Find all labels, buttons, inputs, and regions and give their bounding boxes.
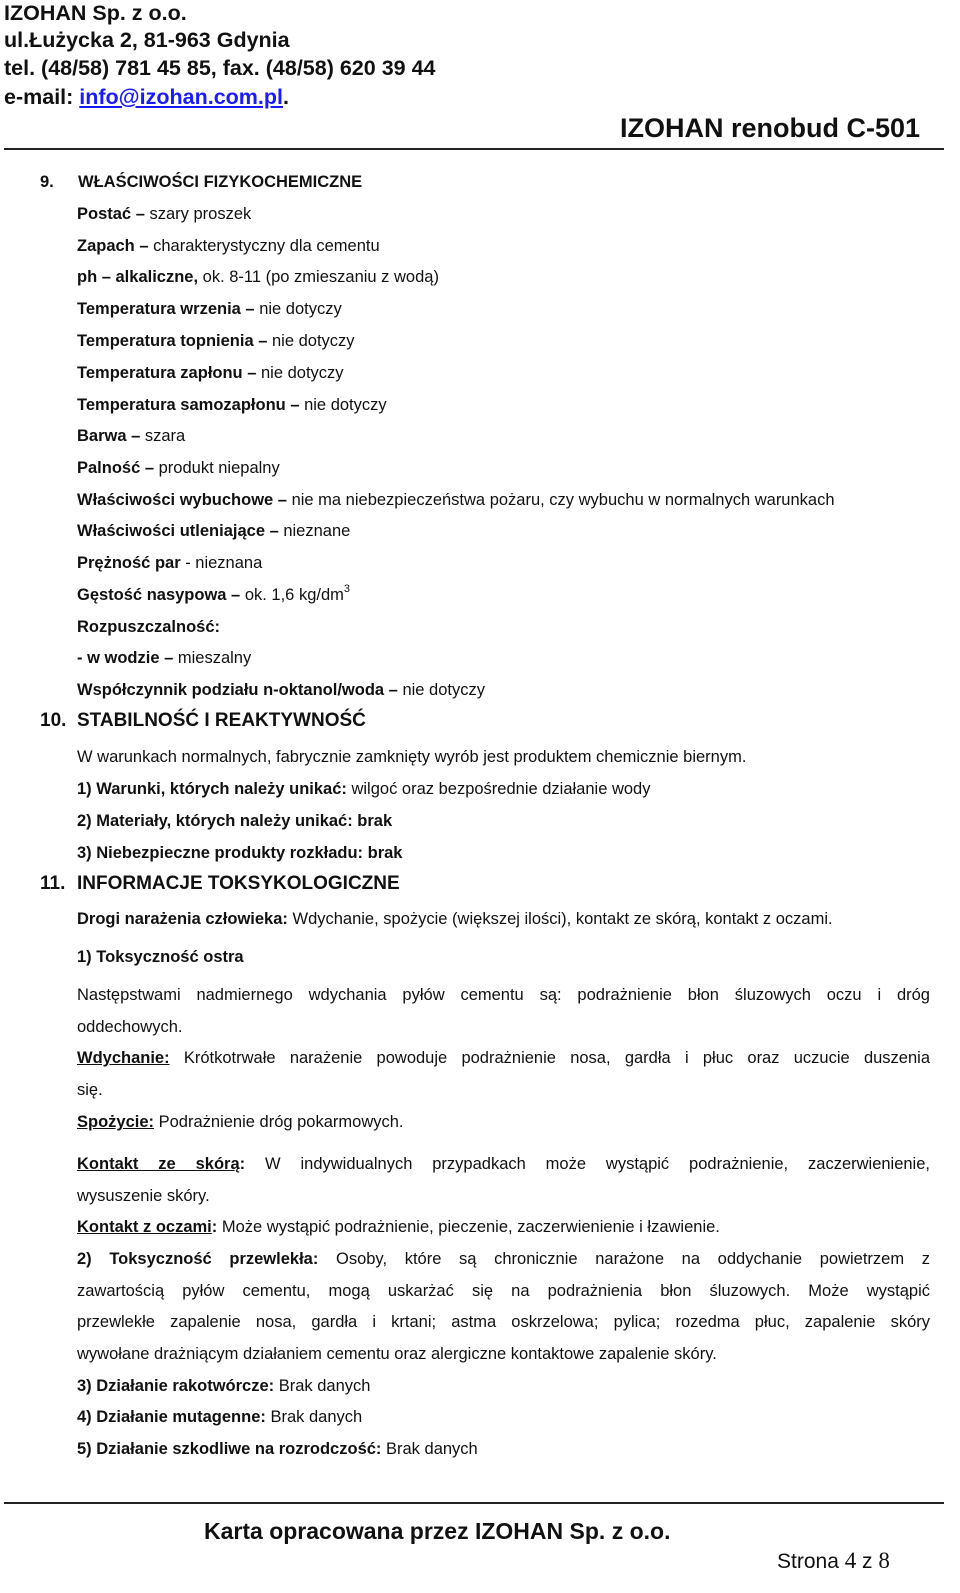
property-value: charakterystyczny dla cementu <box>153 237 380 255</box>
property-line <box>77 680 485 700</box>
property-label: Właściwości utleniające – <box>77 522 284 540</box>
property-label: - w wodzie – <box>77 649 178 667</box>
skin-contact-text: W indywidualnych przypadkach może wystąpić podrażnienie, zaczerwienienie, <box>245 1155 930 1173</box>
property-label: Właściwości wybuchowe – <box>77 491 292 509</box>
property-superscript: 3 <box>343 583 351 595</box>
ingestion-text: Podrażnienie dróg pokarmowych. <box>154 1113 404 1131</box>
property-label: Temperatura samozapłonu – <box>77 396 305 414</box>
company-email-line <box>4 84 289 111</box>
property-line <box>77 458 280 478</box>
section-10-number: 10. <box>40 710 67 731</box>
mutagenicity-value: Brak danych <box>265 1408 363 1426</box>
property-value: nie dotyczy <box>259 300 342 318</box>
exposure-routes-value: Wdychanie, spożycie (większej ilości), kontakt ze skórą, kontakt z oczami. <box>287 910 833 928</box>
acute-toxicity-line-1: Następstwami nadmiernego wdychania pyłów cementu są: podrażnienie błon śluzowych oczu i dróg <box>77 986 930 1004</box>
property-value: ok. 8-11 (po zmieszaniu z wodą) <box>202 268 439 286</box>
property-label: Gęstość nasypowa – <box>77 586 245 604</box>
property-label: Rozpuszczalność: <box>77 618 221 636</box>
property-line <box>77 553 262 573</box>
property-line <box>77 585 350 605</box>
inhalation-text: Krótkotrwałe narażenie powoduje podrażnienie nosa, gardła i płuc oraz uczucie duszenia <box>169 1049 930 1067</box>
property-label: Temperatura wrzenia – <box>77 300 260 318</box>
skin-contact-line-1 <box>77 1154 930 1174</box>
exposure-routes-label: Drogi narażenia człowieka: <box>77 910 288 928</box>
carcinogenicity <box>77 1376 370 1396</box>
materials-to-avoid: 2) Materiały, których należy unikać: brak <box>77 812 393 830</box>
section-10-heading <box>40 710 366 732</box>
property-line <box>77 204 251 224</box>
chronic-label: 2) Toksyczność przewlekła: <box>77 1250 319 1268</box>
chronic-line-3: przewlekłe zapalenie nosa, gardła i krtani; astma oskrzelowa; pylica; rozedma płuc, zapalenie skóry <box>77 1313 930 1331</box>
header-divider <box>4 148 944 150</box>
page-number <box>777 1548 890 1574</box>
chronic-line-1 <box>77 1249 930 1269</box>
property-line <box>77 490 835 510</box>
company-address: ul.Łużycka 2, 81-963 Gdynia <box>4 28 290 52</box>
footer-text: Karta opracowana przez IZOHAN Sp. z o.o. <box>204 1518 671 1544</box>
section-9-number: 9. <box>40 173 54 191</box>
hazardous-decomposition: 3) Niebezpieczne produkty rozkładu: brak <box>77 844 403 862</box>
section-11-number: 11. <box>40 873 66 894</box>
inhalation-line-2: się. <box>77 1081 103 1099</box>
section-9-title: WŁAŚCIWOŚCI FIZYKOCHEMICZNE <box>78 173 363 191</box>
page-of: z <box>856 1550 879 1573</box>
footer-divider <box>4 1502 944 1504</box>
property-value: nieznane <box>283 522 351 540</box>
property-label: Prężność par <box>77 554 181 572</box>
skin-contact-colon: : <box>239 1155 246 1173</box>
section-10-title: STABILNOŚĆ I REAKTYWNOŚĆ <box>77 710 366 731</box>
property-value: nie dotyczy <box>260 364 344 382</box>
property-value: szara <box>144 427 186 445</box>
section-9-heading <box>40 172 363 192</box>
property-value: mieszalny <box>177 649 252 667</box>
conditions-label: 1) Warunki, których należy unikać: <box>77 780 347 798</box>
property-value: nie dotyczy <box>272 332 355 350</box>
property-label: Zapach – <box>77 237 154 255</box>
property-line <box>77 299 342 319</box>
chronic-line-2: zawartością pyłów cementu, mogą uskarżać się na podrażnienia błon śluzowych. Może wystąpić <box>77 1282 930 1300</box>
reproductive-label: 5) Działanie szkodliwe na rozrodczość: <box>77 1440 382 1458</box>
property-label: Temperatura zapłonu – <box>77 364 261 382</box>
acute-toxicity-heading: 1) Toksyczność ostra <box>77 948 244 966</box>
property-label: Palność – <box>77 459 159 477</box>
email-label: e-mail: <box>4 85 80 109</box>
property-value: nie ma niebezpieczeństwa pożaru, czy wybuchu w normalnych warunkach <box>291 491 835 509</box>
ingestion-label: Spożycie: <box>77 1113 155 1131</box>
company-phone: tel. (48/58) 781 45 85, fax. (48/58) 620 39 44 <box>4 56 436 80</box>
property-value: ok. 1,6 kg/dm <box>244 586 344 604</box>
property-line <box>77 267 439 287</box>
inhalation-label: Wdychanie: <box>77 1049 170 1067</box>
ingestion <box>77 1112 404 1132</box>
product-title: IZOHAN renobud C-501 <box>620 113 921 143</box>
page-current: 4 <box>844 1548 857 1573</box>
page-label: Strona <box>777 1550 845 1573</box>
property-value: produkt niepalny <box>158 459 280 477</box>
stability-intro: W warunkach normalnych, fabrycznie zamknięty wyrób jest produktem chemicznie biernym. <box>77 748 747 766</box>
eye-contact-text: Może wystąpić podrażnienie, pieczenie, zaczerwienienie i łzawienie. <box>217 1218 720 1236</box>
acute-toxicity-line-2: oddechowych. <box>77 1018 183 1036</box>
conditions-value: wilgoć oraz bezpośrednie działanie wody <box>346 780 651 798</box>
property-value: nie dotyczy <box>402 681 485 699</box>
reproductive-value: Brak danych <box>381 1440 478 1458</box>
property-line <box>77 331 355 351</box>
property-value: nie dotyczy <box>304 396 387 414</box>
skin-contact-line-2: wysuszenie skóry. <box>77 1187 210 1205</box>
mutagenicity-label: 4) Działanie mutagenne: <box>77 1408 266 1426</box>
property-label: Temperatura topnienia – <box>77 332 272 350</box>
eye-contact <box>77 1217 720 1237</box>
eye-contact-colon: : <box>211 1218 218 1236</box>
reproductive-toxicity <box>77 1439 478 1459</box>
property-line <box>77 617 220 637</box>
mutagenicity <box>77 1407 362 1427</box>
chronic-line-4: wywołane drażniącym działaniem cementu oraz alergiczne kontaktowe zapalenie skóry. <box>77 1345 717 1363</box>
email-suffix: . <box>283 85 289 109</box>
property-line <box>77 363 344 383</box>
inhalation-line-1 <box>77 1048 930 1068</box>
eye-contact-label: Kontakt z oczami <box>77 1218 212 1236</box>
property-label: Postać – <box>77 205 150 223</box>
conditions-to-avoid <box>77 779 650 799</box>
skin-contact-label: Kontakt ze skórą <box>77 1155 240 1173</box>
email-link[interactable]: info@izohan.com.pl <box>79 85 283 109</box>
section-11-heading <box>40 873 400 895</box>
property-line <box>77 395 387 415</box>
page-total: 8 <box>878 1548 890 1573</box>
section-11-title: INFORMACJE TOKSYKOLOGICZNE <box>77 873 400 894</box>
property-line <box>77 648 251 668</box>
property-label: Barwa – <box>77 427 145 445</box>
company-name: IZOHAN Sp. z o.o. <box>4 1 187 25</box>
chronic-text-1: Osoby, które są chronicznie narażone na oddychanie powietrzem z <box>318 1250 930 1268</box>
property-label: Współczynnik podziału n-oktanol/woda – <box>77 681 403 699</box>
property-value: szary proszek <box>149 205 252 223</box>
property-line <box>77 521 350 541</box>
carcinogenicity-value: Brak danych <box>274 1377 371 1395</box>
property-label: ph – alkaliczne, <box>77 268 203 286</box>
carcinogenicity-label: 3) Działanie rakotwórcze: <box>77 1377 275 1395</box>
property-line <box>77 236 380 256</box>
property-value: - nieznana <box>180 554 263 572</box>
exposure-routes <box>77 909 833 929</box>
property-line <box>77 426 185 446</box>
